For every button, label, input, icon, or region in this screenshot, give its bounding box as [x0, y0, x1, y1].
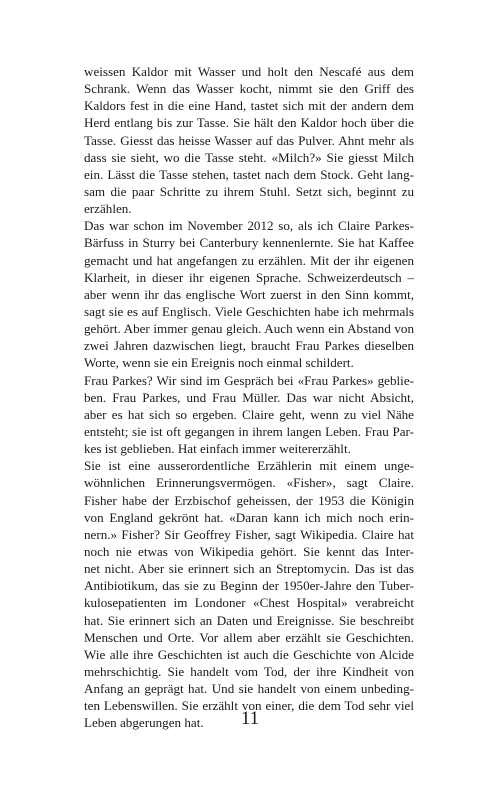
text-line: ben. Frau Parkes, und Frau Müller. Das war nicht Absicht,	[84, 389, 414, 405]
paragraph-3	[84, 372, 414, 458]
text-line: ten Lebenswillen. Sie erzählt von einer, die dem Tod sehr viel	[84, 698, 414, 714]
text-line: Das war schon im November 2012 so, als ich Claire Parkes-	[84, 218, 414, 234]
text-line: Leben abgerungen hat.	[84, 715, 204, 731]
text-line: Herd entlang bis zur Tasse. Sie hält den Kaldor hoch über die	[84, 115, 414, 131]
text-line: Anfang an geprägt hat. Und sie handelt von einem unbeding-	[84, 681, 414, 697]
page-number: 11	[240, 708, 260, 729]
text-line: gemacht und hat angefangen zu erzählen. Mit der ihr eigenen	[84, 252, 414, 268]
text-line: ein. Lässt die Tasse stehen, tastet nach dem Stock. Geht lang-	[84, 166, 414, 182]
text-line: Worte, wenn sie ein Ereignis noch einmal schildert.	[84, 355, 354, 371]
text-line: hat. Sie erinnert sich an Daten und Ereignisse. Sie beschreibt	[84, 612, 414, 628]
text-line: gehört. Aber immer genau gleich. Auch wenn ein Abstand von	[84, 321, 414, 337]
text-line: Bärfuss in Sturry bei Canterbury kennenlernte. Sie hat Kaffee	[84, 235, 414, 251]
text-line: nern.» Fisher? Sir Geoffrey Fisher, sagt Wikipedia. Claire hat	[84, 526, 414, 542]
text-line: noch nie etwas von Wikipedia gehört. Sie kennt das Inter-	[84, 543, 414, 559]
body-text	[84, 63, 414, 731]
text-line: kes ist geblieben. Hat einfach immer weitererzählt.	[84, 441, 351, 457]
text-line: sagt sie es auf Englisch. Viele Geschichten habe ich mehrmals	[84, 303, 414, 319]
text-line: dass sie sieht, wo die Tasse steht. «Milch?» Sie giesst Milch	[84, 149, 414, 165]
text-line: erzählen.	[84, 201, 132, 217]
text-line: aber es hat sich so ergeben. Claire geht, wenn zu viel Nähe	[84, 406, 414, 422]
paragraph-4	[84, 457, 414, 731]
text-line: net nicht. Aber sie erinnert sich an Streptomycin. Das ist das	[84, 561, 414, 577]
text-line: Kaldors fest in die eine Hand, tastet sich mit der andern dem	[84, 98, 414, 114]
text-line: Tasse. Giesst das heisse Wasser auf das Pulver. Ahnt mehr als	[84, 132, 414, 148]
text-line: kulosepatienten im Londoner «Chest Hospital» verabreicht	[84, 595, 414, 611]
text-line: Sie ist eine ausserordentliche Erzählerin mit einem unge-	[84, 458, 414, 474]
text-line: Wie alle ihre Geschichten ist auch die Geschichte von Alcide	[84, 646, 414, 662]
text-line: weissen Kaldor mit Wasser und holt den Nescafé aus dem	[84, 64, 414, 79]
paragraph-1	[84, 63, 414, 217]
text-line: entsteht; sie ist oft gegangen in ihrem langen Leben. Frau Par-	[84, 423, 414, 439]
text-line: Antibiotikum, das sie zu Beginn der 1950er-Jahre den Tuber-	[84, 578, 414, 594]
text-line: wöhnlichen Erinnerungsvermögen. «Fisher», sagt Claire.	[84, 475, 414, 491]
text-line: Fisher habe der Erzbischof geheissen, der 1953 die Königin	[84, 492, 414, 508]
text-line: Schrank. Wenn das Wasser kocht, nimmt sie den Griff des	[84, 81, 414, 97]
text-line: von England gekrönt hat. «Daran kann ich mich noch erin-	[84, 509, 414, 525]
text-line: mehrschichtig. Sie handelt vom Tod, der ihre Kindheit von	[84, 663, 414, 679]
text-line: aber wenn ihr das englische Wort zuerst in den Sinn kommt,	[84, 286, 414, 302]
paragraph-2	[84, 217, 414, 371]
text-line: Frau Parkes? Wir sind im Gespräch bei «Frau Parkes» geblie-	[84, 372, 414, 388]
text-line: sam die paar Schritte zu ihrem Stuhl. Setzt sich, beginnt zu	[84, 183, 414, 199]
text-line: zwei Jahren dazwischen liegt, braucht Frau Parkes dieselben	[84, 338, 414, 354]
text-line: Klarheit, in dieser ihr eigenen Sprache. Schweizerdeutsch –	[84, 269, 414, 285]
text-line: Menschen und Orte. Vor allem aber erzählt sie Geschichten.	[84, 629, 414, 645]
